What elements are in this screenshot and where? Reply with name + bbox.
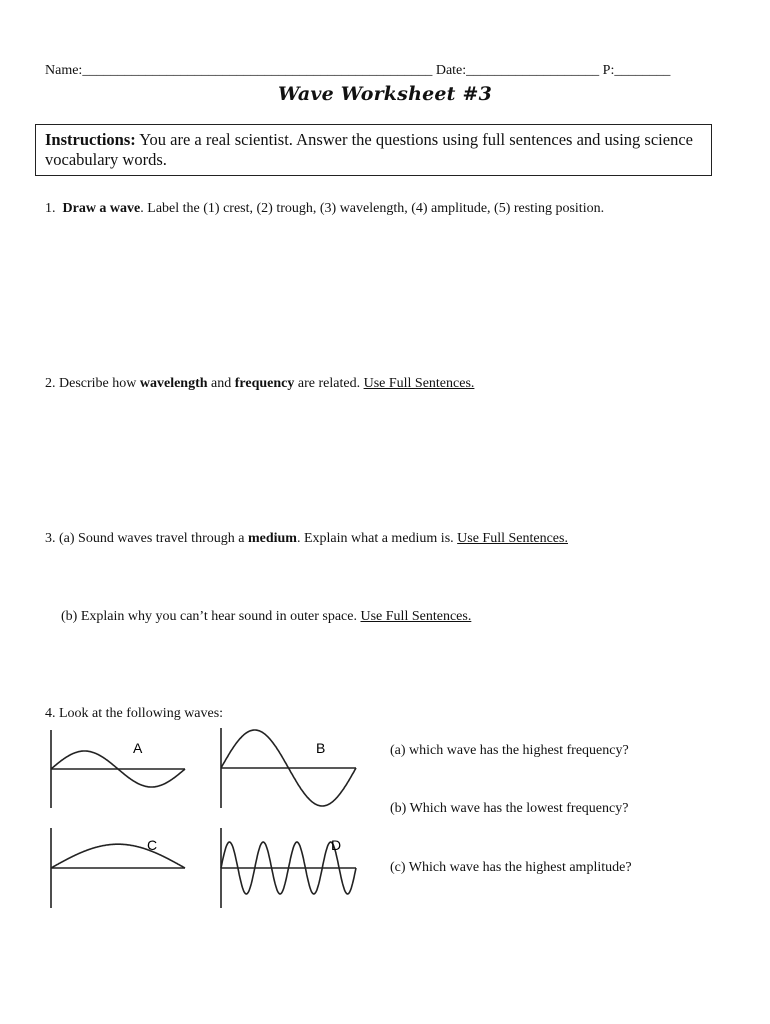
question-4b: (b) Which wave has the lowest frequency? [390,801,629,816]
question-2-bold-frequency: frequency [234,376,295,391]
question-3b-pre: (b) Explain why you can’t hear sound in outer space. [61,609,361,624]
question-3a-underline: Use Full Sentences. [457,531,568,546]
wave-d-label: D [331,837,342,853]
wave-a-label: A [133,740,143,756]
question-4c: (c) Which wave has the highest amplitude? [390,860,632,875]
question-1-number: 1. [45,201,56,216]
question-3b-underline: Use Full Sentences. [360,609,472,624]
question-2-underline: Use Full Sentences. [363,376,475,391]
wave-c-label: C [147,837,158,853]
wave-c-curve [51,844,185,868]
wave-c-diagram [51,828,185,908]
question-1-text: . Label the (1) crest, (2) trough, (3) wavelength, (4) amplitude, (5) resting position. [140,201,605,216]
wave-b-label: B [316,740,326,756]
question-4a: (a) which wave has the highest frequency? [390,743,629,758]
period-label: P: [602,63,615,78]
wave-d-diagram [221,828,356,908]
question-1-bold: Draw a wave [62,201,141,216]
instructions-label: Instructions: [45,130,136,149]
instructions-text: You are a real scientist. Answer the questions using full sentences and using science vocabulary words. [45,130,693,169]
date-label: Date: [435,63,467,78]
question-2-pre: 2. Describe how [45,376,140,391]
name-label: Name: [45,63,83,78]
question-2-bold-wavelength: wavelength [139,376,208,391]
question-3a-bold: medium [247,531,297,546]
wave-b-diagram [221,728,356,808]
question-4: 4. Look at the following waves: [45,706,224,721]
period-field-line[interactable]: ________ [614,63,671,78]
date-field-line[interactable]: ___________________ [466,63,600,78]
worksheet-title: Wave Worksheet #3 [278,83,492,105]
wave-a-diagram [51,730,185,808]
question-2-mid: and [207,376,235,391]
question-3a-post: . Explain what a medium is. [296,531,458,546]
question-2-post: are related. [294,376,364,391]
name-field-line[interactable]: __________________________________________________ [82,63,433,78]
question-3a-pre: 3. (a) Sound waves travel through a [45,531,248,546]
